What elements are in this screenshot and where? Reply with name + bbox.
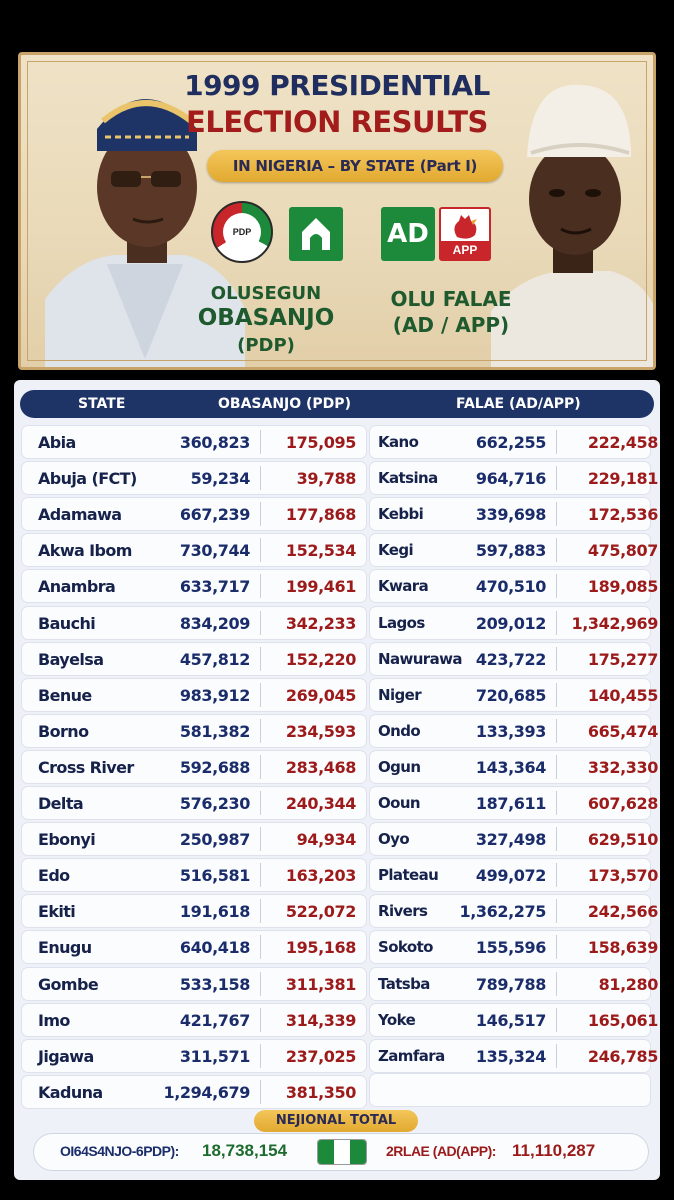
cell-divider	[260, 719, 261, 743]
obasanjo-votes: 470,510	[475, 577, 546, 597]
state-name: Akwa Ibom	[38, 541, 132, 561]
national-total-right-value: 11,110,287	[512, 1141, 596, 1160]
cell-divider	[260, 863, 261, 887]
table-row	[370, 931, 658, 963]
candidate-left-line2: OBASANJO	[197, 305, 335, 331]
cell-divider	[260, 683, 261, 707]
obasanjo-votes: 597,883	[475, 541, 546, 561]
falae-votes: 172,536	[587, 505, 658, 525]
falae-votes: 195,168	[285, 938, 356, 958]
falae-votes: 629,510	[587, 830, 658, 850]
national-total-left-value: 18,738,154	[202, 1141, 288, 1160]
subtitle-pill: IN NIGERIA – BY STATE (Part I)	[207, 150, 503, 182]
cell-divider	[556, 1044, 557, 1068]
falae-votes: 237,025	[285, 1046, 356, 1066]
candidate-left-line3: (PDP)	[237, 335, 295, 356]
obasanjo-votes: 730,744	[179, 541, 250, 561]
table-row	[370, 1040, 658, 1072]
cell-divider	[556, 647, 557, 671]
state-name: Lagos	[378, 613, 425, 632]
obasanjo-votes: 533,158	[179, 974, 250, 994]
cell-divider	[556, 502, 557, 526]
obasanjo-votes: 339,698	[475, 505, 546, 525]
obasanjo-votes: 191,618	[179, 902, 250, 922]
header-falae: FALAE (AD/APP)	[456, 396, 581, 412]
cell-divider	[556, 972, 557, 996]
cell-divider	[556, 791, 557, 815]
falae-votes: 152,534	[285, 541, 356, 561]
state-name: Anambra	[38, 577, 116, 597]
national-total-left-label: OI64S4NJO-6PDP):	[60, 1143, 179, 1159]
falae-votes: 165,061	[587, 1010, 658, 1030]
obasanjo-votes: 423,722	[475, 649, 546, 669]
table-row	[22, 823, 366, 855]
header-poster	[18, 52, 656, 370]
falae-votes: 175,277	[587, 649, 658, 669]
falae-votes: 332,330	[587, 757, 658, 777]
cell-divider	[556, 719, 557, 743]
falae-votes: 189,085	[587, 577, 658, 597]
table-row	[370, 823, 658, 855]
falae-votes: 381,350	[285, 1082, 356, 1102]
state-name: Kegi	[378, 541, 414, 560]
obasanjo-votes: 581,382	[179, 721, 250, 741]
obasanjo-votes: 964,716	[475, 469, 546, 489]
obasanjo-votes: 592,688	[179, 757, 250, 777]
house-icon	[296, 214, 336, 254]
obasanjo-votes: 135,324	[475, 1046, 546, 1066]
state-name: Katsina	[378, 469, 438, 488]
cell-divider	[260, 538, 261, 562]
table-row	[22, 498, 366, 530]
national-total-label: NEJIONAL TOTAL	[254, 1110, 418, 1132]
cell-divider	[260, 1008, 261, 1032]
falae-votes: 240,344	[285, 794, 356, 813]
state-name: Abuja (FCT)	[38, 469, 137, 489]
falae-votes: 1,342,969	[571, 613, 658, 633]
table-row	[22, 462, 366, 494]
state-name: Abia	[38, 433, 76, 452]
obasanjo-votes: 667,239	[179, 505, 250, 525]
state-name: Rivers	[378, 902, 428, 921]
table-row	[370, 570, 658, 602]
table-row	[22, 607, 366, 639]
cell-divider	[260, 611, 261, 635]
table-row	[22, 859, 366, 891]
table-row	[370, 751, 658, 783]
app-logo	[439, 207, 491, 261]
cell-divider	[556, 755, 557, 779]
obasanjo-votes: 133,393	[475, 721, 546, 741]
obasanjo-votes: 457,812	[179, 649, 250, 669]
obasanjo-votes: 59,234	[190, 469, 250, 489]
table-row	[22, 895, 366, 927]
falae-votes: 175,095	[285, 433, 356, 452]
cell-divider	[260, 574, 261, 598]
table-row	[22, 534, 366, 566]
nigeria-flag-icon	[318, 1140, 366, 1164]
cell-divider	[260, 791, 261, 815]
state-name: Borno	[38, 721, 89, 741]
table-row	[370, 426, 658, 458]
obasanjo-votes: 720,685	[475, 685, 546, 705]
falae-votes: 269,045	[285, 685, 356, 705]
table-row	[22, 679, 366, 711]
party-a-logo	[289, 207, 343, 261]
table-row	[370, 607, 658, 639]
falae-votes: 199,461	[285, 577, 356, 597]
state-name: Oyo	[378, 830, 410, 849]
falae-votes: 177,868	[285, 505, 356, 525]
header-state: STATE	[78, 396, 126, 412]
table-row	[370, 715, 658, 747]
cell-divider	[556, 538, 557, 562]
obasanjo-votes: 209,012	[475, 613, 546, 633]
title-line-1: 1999 PRESIDENTIAL	[184, 69, 490, 102]
falae-votes: 246,785	[587, 1046, 658, 1066]
state-name: Kaduna	[38, 1082, 103, 1102]
table-row	[370, 787, 658, 819]
table-row	[370, 534, 658, 566]
state-name: Gombe	[38, 974, 99, 994]
falae-votes: 234,593	[285, 721, 356, 741]
obasanjo-votes: 311,571	[179, 1046, 250, 1066]
empty-row	[370, 1074, 650, 1106]
cell-divider	[556, 611, 557, 635]
table-row	[370, 968, 658, 1000]
state-name: Nawurawa	[378, 649, 462, 668]
falae-votes: 81,280	[598, 974, 658, 994]
cell-divider	[260, 972, 261, 996]
table-row	[370, 859, 658, 891]
candidate-right-line1: OLU FALAE	[390, 287, 512, 311]
table-row	[370, 1004, 658, 1036]
obasanjo-votes: 576,230	[179, 794, 250, 813]
cell-divider	[260, 1044, 261, 1068]
falae-votes: 163,203	[285, 866, 356, 886]
cell-divider	[556, 863, 557, 887]
state-name: Sokoto	[378, 938, 433, 957]
falae-votes: 665,474	[587, 721, 658, 741]
falae-votes: 314,339	[285, 1010, 356, 1030]
state-name: Kebbi	[378, 505, 424, 524]
falae-votes: 222,458	[587, 433, 658, 452]
obasanjo-votes: 834,209	[179, 613, 250, 633]
cell-divider	[260, 430, 261, 454]
obasanjo-votes: 421,767	[179, 1010, 250, 1030]
state-name: Ooun	[378, 794, 421, 812]
obasanjo-votes: 146,517	[475, 1010, 546, 1030]
table-row	[22, 570, 366, 602]
obasanjo-votes: 1,362,275	[459, 902, 546, 922]
cell-divider	[556, 1008, 557, 1032]
national-total-bar	[34, 1134, 648, 1170]
cell-divider	[556, 466, 557, 490]
obasanjo-votes: 327,498	[475, 830, 546, 850]
falae-votes: 283,468	[285, 757, 356, 777]
obasanjo-votes: 640,418	[179, 938, 250, 958]
falae-votes: 229,181	[587, 469, 658, 489]
state-name: Plateau	[378, 866, 439, 885]
cell-divider	[260, 755, 261, 779]
obasanjo-votes: 633,717	[179, 577, 250, 597]
state-name: Kano	[378, 433, 419, 451]
state-name: Bayelsa	[38, 649, 104, 669]
falae-votes: 311,381	[285, 974, 356, 994]
pdp-logo	[211, 201, 273, 263]
cell-divider	[556, 899, 557, 923]
cell-divider	[260, 827, 261, 851]
cell-divider	[260, 1080, 261, 1104]
cell-divider	[556, 683, 557, 707]
cell-divider	[260, 647, 261, 671]
state-name: Benue	[38, 685, 92, 705]
state-name: Cross River	[38, 757, 134, 777]
state-name: Imo	[38, 1010, 70, 1030]
obasanjo-votes: 155,596	[475, 938, 546, 958]
cell-divider	[260, 935, 261, 959]
falae-votes: 242,566	[587, 902, 658, 922]
results-panel	[14, 380, 660, 1180]
table-row	[370, 679, 658, 711]
state-name: Ogun	[378, 757, 421, 776]
table-row	[22, 751, 366, 783]
cell-divider	[260, 466, 261, 490]
table-row	[370, 462, 658, 494]
falae-votes: 475,807	[587, 541, 658, 561]
state-name: Kwara	[378, 577, 429, 596]
state-name: Delta	[38, 794, 84, 813]
table-row	[22, 787, 366, 819]
app-logo-text: APP	[441, 241, 489, 259]
falae-votes: 173,570	[587, 866, 658, 886]
obasanjo-votes: 1,294,679	[163, 1082, 250, 1102]
table-row	[22, 1004, 366, 1036]
obasanjo-votes: 187,611	[475, 794, 546, 813]
cell-divider	[260, 502, 261, 526]
falae-votes: 140,455	[587, 685, 658, 705]
obasanjo-votes: 983,912	[179, 685, 250, 705]
table-row	[370, 498, 658, 530]
national-total-right-label: 2RLAE (AD(APP):	[386, 1143, 496, 1159]
state-name: Yoke	[378, 1010, 416, 1029]
state-name: Enugu	[38, 938, 92, 958]
falae-votes: 607,628	[587, 794, 658, 813]
table-row	[22, 715, 366, 747]
table-header	[20, 390, 654, 418]
rooster-icon	[441, 209, 489, 243]
state-name: Edo	[38, 866, 70, 886]
cell-divider	[556, 827, 557, 851]
cell-divider	[556, 574, 557, 598]
state-name: Ekiti	[38, 902, 76, 922]
table-row	[370, 643, 658, 675]
falae-votes: 152,220	[285, 649, 356, 669]
candidate-left-line1: OLUSEGUN	[210, 283, 322, 304]
ad-logo: AD	[381, 207, 435, 261]
obasanjo-votes: 360,823	[179, 433, 250, 452]
state-name: Ondo	[378, 721, 421, 740]
table-row	[22, 931, 366, 963]
candidate-right-line2: (AD / APP)	[392, 313, 510, 337]
state-name: Bauchi	[38, 613, 96, 633]
header-obasanjo: OBASANJO (PDP)	[218, 396, 351, 412]
obasanjo-votes: 789,788	[475, 974, 546, 994]
falae-votes: 94,934	[296, 830, 356, 850]
table-row	[370, 895, 658, 927]
obasanjo-votes: 499,072	[475, 866, 546, 886]
obasanjo-votes: 662,255	[475, 433, 546, 452]
falae-votes: 522,072	[285, 902, 356, 922]
title-line-2: ELECTION RESULTS	[186, 105, 488, 139]
falae-votes: 39,788	[296, 469, 356, 489]
obasanjo-votes: 143,364	[475, 757, 546, 777]
state-name: Adamawa	[38, 505, 122, 525]
table-row	[22, 968, 366, 1000]
table-row	[22, 643, 366, 675]
state-name: Zamfara	[378, 1046, 445, 1065]
state-name: Ebonyi	[38, 830, 96, 850]
state-name: Tatsba	[378, 974, 430, 993]
obasanjo-votes: 250,987	[179, 830, 250, 850]
cell-divider	[556, 430, 557, 454]
cell-divider	[260, 899, 261, 923]
obasanjo-votes: 516,581	[179, 866, 250, 886]
table-row	[22, 426, 366, 458]
state-name: Jigawa	[38, 1046, 94, 1066]
pdp-logo-text: PDP	[223, 213, 261, 251]
table-row	[22, 1040, 366, 1072]
state-name: Niger	[378, 685, 422, 704]
falae-votes: 342,233	[285, 613, 356, 633]
table-row	[22, 1076, 366, 1108]
cell-divider	[556, 935, 557, 959]
falae-votes: 158,639	[587, 938, 658, 958]
